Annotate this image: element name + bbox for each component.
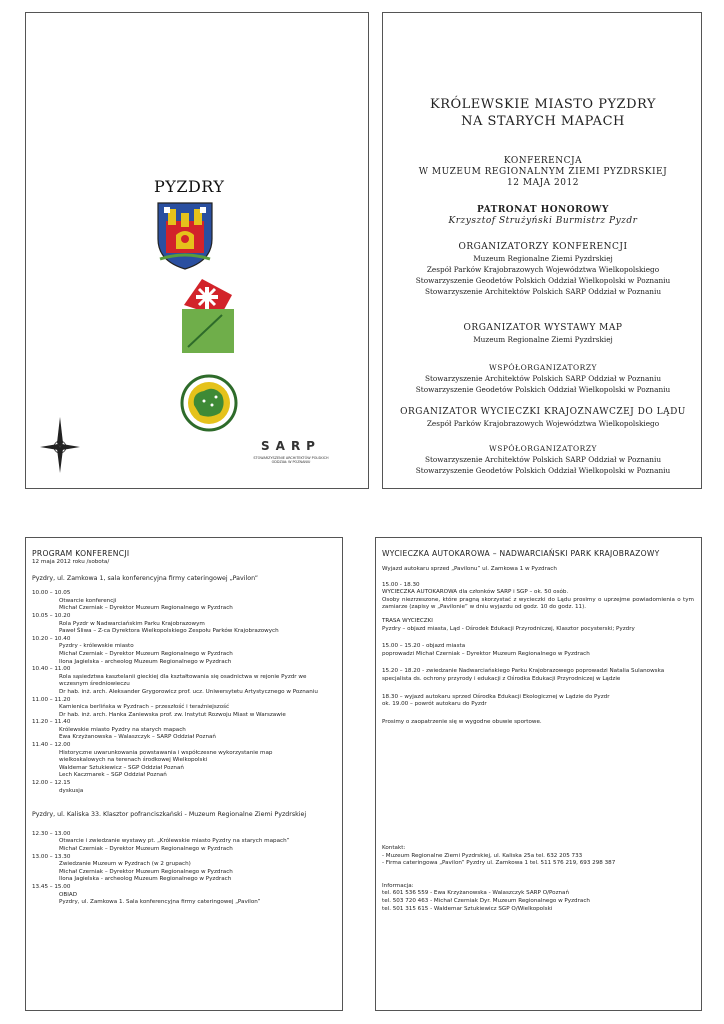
patron-name: Krzysztof Strużyński Burmistrz Pyzdr xyxy=(448,216,638,226)
program-item-text: wielkoskalowych na terenach środkowej Wielkopolski xyxy=(59,757,208,764)
trip-title: WYCIECZKA AUTOKAROWA – NADWARCIAŃSKI PARK KRAJOBRAZOWY xyxy=(382,549,660,558)
info-line: tel. 601 536 559 - Ewa Krzyżanowska - Walaszczyk SARP O/Poznań xyxy=(382,890,570,897)
organizer-item: Muzeum Regionalne Ziemi Pyzdrskiej xyxy=(473,254,613,263)
program-time-slot: 13.45 – 15.00 xyxy=(32,883,71,890)
program-time-slot: 13.00 – 13.30 xyxy=(32,853,71,860)
program-venue-2: Pyzdry, ul. Kaliska 33. Klasztor pofranciszkański - Muzeum Regionalne Ziemi Pyzdrskiej xyxy=(32,811,307,819)
program-item-text: Pyzdry, ul. Zamkowa 1. Sala konferencyjna firmy cateringowej „Pavilon” xyxy=(59,899,261,906)
program-item-text: Paweł Śliwa – Z-ca Dyrektora Wielkopolskiego Zespołu Parków Krajobrazowych xyxy=(59,628,279,635)
exhibition-co-heading: WSPÓŁORGANIZATORZY xyxy=(489,363,597,372)
program-item-text: Otwarcie konferencji xyxy=(59,597,117,604)
compass-rose-icon xyxy=(40,417,80,473)
program-item-text: Królewskie miasto Pyzdry na starych mapach xyxy=(59,726,186,733)
geodesists-round-logo-icon xyxy=(180,371,238,435)
program-venue-1: Pyzdry, ul. Zamkowa 1, sala konferencyjna firmy cateringowej „Pavilon” xyxy=(32,574,259,582)
program-item-text: dyskusja xyxy=(59,787,84,794)
sarp-logo-sub2: ODDZIAŁ W POZNANIU xyxy=(271,460,311,464)
trip-contact xyxy=(382,845,694,913)
trip-guide-2: poprowadzi Michał Czerniak – Dyrektor Muzeum Regionalnego w Pyzdrach xyxy=(382,650,590,657)
trip-co-heading: WSPÓŁORGANIZATORZY xyxy=(489,444,597,453)
program-time-slot: 12.00 – 12.15 xyxy=(32,780,71,787)
info-heading: Informacja: xyxy=(382,882,414,889)
program-item-text: Michał Czerniak – Dyrektor Muzeum Regionalnego w Pyzdrach xyxy=(59,650,233,657)
conference-venue: W MUZEUM REGIONALNYM ZIEMI PYZDRSKIEJ xyxy=(418,167,668,177)
organizer-item: Stowarzyszenie Geodetów Polskich Oddział Wielkopolski w Poznaniu xyxy=(415,276,671,285)
organizer-item: Zespół Parków Krajobrazowych Województwa Wielkopolskiego xyxy=(426,265,660,274)
program-item-text: Otwarcie i zwiedzanie wystawy pt. „Królewskie miasto Pyzdry na starych mapach” xyxy=(59,838,290,845)
program-item-text: Ewa Krzyżanowska – Walaszczyk – SARP Oddział Poznań xyxy=(59,734,216,741)
exhibition-co-item: Stowarzyszenie Geodetów Polskich Oddział Wielkopolski w Poznaniu xyxy=(415,385,671,394)
program-item-text: Michał Czerniak – Dyrektor Muzeum Regionalnego w Pyzdrach xyxy=(59,846,233,852)
exhibition-item: Muzeum Regionalne Ziemi Pyzdrskiej xyxy=(473,335,613,344)
program-item-text: OBIAD xyxy=(59,891,78,898)
program-time-slot: 10.40 – 11.00 xyxy=(32,666,71,673)
contact-line: - Muzeum Regionalne Ziemi Pyzdrskiej, ul. Kaliska 25a tel. 632 205 733 xyxy=(382,852,583,859)
patron-block xyxy=(383,205,703,227)
program-item-text: Pyzdry - królewskie miasto xyxy=(59,643,134,650)
program-time-slot: 11.40 – 12.00 xyxy=(32,742,71,749)
program-time-slot: 12.30 – 13.00 xyxy=(32,830,71,837)
program-item-text: Michał Czerniak – Dyrektor Muzeum Regionalnego w Pyzdrach xyxy=(59,605,233,612)
program-content xyxy=(32,549,338,907)
title-line-1: KRÓLEWSKIE MIASTO PYZDRY xyxy=(430,97,656,112)
exhibition-co-block xyxy=(383,362,703,395)
program-date: 12 maja 2012 roku /sobota/ xyxy=(32,559,110,565)
exhibition-heading: ORGANIZATOR WYSTAWY MAP xyxy=(463,323,623,333)
trip-co-item: Stowarzyszenie Architektów Polskich SARP Oddział w Poznaniu xyxy=(424,455,662,464)
program-title: PROGRAM KONFERENCJI xyxy=(32,549,130,558)
conference-label: KONFERENCJA xyxy=(503,156,583,166)
program-item-text: Zwiedzanie Muzeum w Pyzdrach (w 2 grupach) xyxy=(59,861,191,868)
program-item-text: Ilona Jagielska - archeolog Muzeum Regionalnego w Pyzdrach xyxy=(59,658,232,665)
trip-org-block xyxy=(383,407,703,429)
program-list-1 xyxy=(32,590,338,795)
program-item-text: Kamienica berlińska w Pyzdrach – przeszłość i teraźniejszość xyxy=(59,704,230,711)
organizer-item: Stowarzyszenie Architektów Polskich SARP Oddział w Poznaniu xyxy=(424,287,662,296)
patron-heading: PATRONAT HONOROWY xyxy=(477,205,609,215)
program-item-text: Waldemar Sztukiewicz – SGP Oddział Poznań xyxy=(59,764,184,771)
program-item-text: Dr hab. inż. arch. Aleksander Grygorowicz prof. ucz. Uniwersytetu Artystycznego w Poznaniu xyxy=(59,688,318,695)
trip-panel xyxy=(375,537,702,1011)
exhibition-co-item: Stowarzyszenie Architektów Polskich SARP Oddział w Poznaniu xyxy=(424,374,662,383)
trip-time-2: 15.00 – 15.20 - objazd miasta xyxy=(382,643,466,650)
trip-co-block xyxy=(383,443,703,476)
pyzdry-coat-of-arms-icon xyxy=(154,199,216,271)
program-item-text: Dr hab. inż. arch. Hanka Zaniewska prof. zw. Instytut Rozwoju Miast w Warszawie xyxy=(59,711,286,718)
info-line: tel. 503 720 463 - Michał Czerniak Dyr. Muzeum Regionalnego w Pyzdrach xyxy=(382,897,590,904)
contact-line: - Firma cateringowa „Pavilon” Pyzdry ul. Zamkowa 1 tel. 511 576 219, 693 298 387 xyxy=(382,860,616,867)
trip-time-4b: ok. 19.00 – powrót autokaru do Pyzdr xyxy=(382,701,487,708)
sarp-logo-sub1: STOWARZYSZENIE ARCHITEKTÓW POLSKICH xyxy=(253,456,329,460)
cover-logos-panel xyxy=(25,12,369,489)
trip-time-1: 15.00 - 18.30 xyxy=(382,581,420,588)
program-time-slot: 10.20 – 10.40 xyxy=(32,635,71,642)
program-item-text: Michał Czerniak – Dyrektor Muzeum Regionalnego w Pyzdrach xyxy=(59,868,233,875)
sarp-logo-text: SARP xyxy=(261,439,321,453)
program-time-slot: 11.20 – 11.40 xyxy=(32,719,71,726)
program-item-text: Rola sąsiedztwa kasztelanii gieckiej dla kształtowania się osadnictwa w rejonie Pyzdr we xyxy=(59,673,307,680)
trip-co-item: Stowarzyszenie Geodetów Polskich Oddział Wielkopolski w Poznaniu xyxy=(415,466,671,475)
trip-time-3: 15.20 – 18.20 - zwiedzanie Nadwarciańskiego Parku Krajobrazowego poprowadzi Natalia Sulanowska specjalista ds. ochrony przyrody i edukacji z Ośrodka Edukacji Przyrodniczej w Lądzie xyxy=(382,668,665,682)
trip-note: Prosimy o zaopatrzenie się w wygodne obuwie sportowe. xyxy=(382,718,542,725)
trip-route: Pyzdry – objazd miasta, Ląd - Ośrodek Edukacji Przyrodniczej, Klasztor pocysterski; Pyzdry xyxy=(382,625,635,632)
trip-desc-1: WYCIECZKA AUTOKAROWA dla członków SARP i SGP – ok. 50 osób. xyxy=(382,589,569,596)
title-line-2: NA STARYCH MAPACH xyxy=(461,114,625,129)
program-item-text: Historyczne uwarunkowania powstawania i współczesne wykorzystanie map xyxy=(59,749,273,756)
program-item-text: Lech Kaczmarek – SGP Oddział Poznań xyxy=(59,772,167,779)
title-panel xyxy=(382,12,702,489)
program-item-text: Ilona Jagielska - archeolog Muzeum Regionalnego w Pyzdrach xyxy=(59,876,232,883)
sarp-logo xyxy=(246,439,336,464)
organizers-heading: ORGANIZATORZY KONFERENCJI xyxy=(458,242,628,252)
program-list-2 xyxy=(32,831,338,907)
conference-block xyxy=(383,156,703,189)
trip-org-item: Zespół Parków Krajobrazowych Województwa Wielkopolskiego xyxy=(426,419,660,428)
town-name: PYZDRY xyxy=(154,177,225,196)
program-time-slot: 11.00 – 11.20 xyxy=(32,696,71,703)
exhibition-block xyxy=(383,323,703,345)
program-time-slot: 10.00 – 10.05 xyxy=(32,590,71,597)
trip-content xyxy=(382,549,694,726)
organizers-block xyxy=(383,242,703,297)
conference-date: 12 MAJA 2012 xyxy=(507,178,579,188)
program-time-slot: 10.05 – 10.20 xyxy=(32,612,71,619)
info-line: tel. 501 315 615 - Waldemar Sztukiewicz SGP O/Wielkopolski xyxy=(382,905,553,912)
contact-heading: Kontakt: xyxy=(382,845,406,851)
trip-time-4a: 18.30 – wyjazd autokaru sprzed Ośrodka Edukacji Ekologicznej w Lądzie do Pyzdr xyxy=(382,693,610,700)
program-item-text: Rola Pyzdr w Nadwarciańskim Parku Krajobrazowym xyxy=(59,620,205,627)
trip-route-heading: TRASA WYCIECZKI xyxy=(382,617,433,624)
program-item-text: wczesnym średniowieczu xyxy=(59,681,130,688)
program-panel xyxy=(25,537,343,1011)
parks-logo-icon xyxy=(182,309,234,353)
trip-departure: Wyjazd autokaru sprzed „Pavilonu” ul. Zamkowa 1 w Pyzdrach xyxy=(382,566,557,572)
trip-org-heading: ORGANIZATOR WYCIECZKI KRAJOZNAWCZEJ DO LĄDU xyxy=(400,407,686,417)
trip-desc-2: Osoby niezrzeszone, które pragną skorzystać z wycieczki do Lądu prosimy o uprzejme powiadomienia o tym zamiarze (zapisy w „Pavilonie” w dniu wyjazdu od godz. 10 do godz. 11). xyxy=(382,596,694,611)
